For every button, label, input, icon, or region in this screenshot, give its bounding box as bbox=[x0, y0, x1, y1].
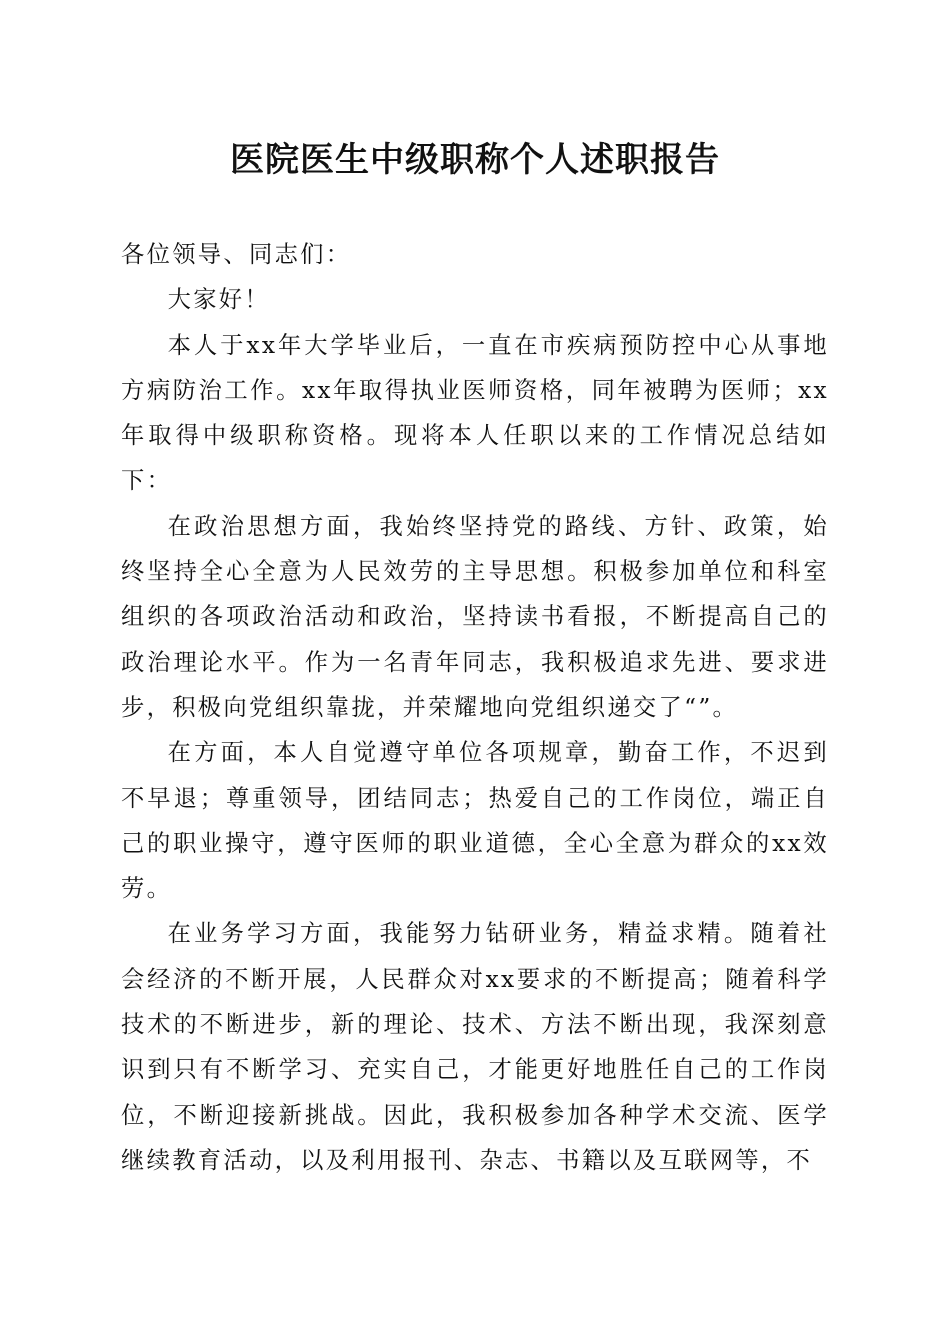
salutation: 各位领导、同志们： bbox=[121, 241, 352, 268]
document-title: 医院医生中级职称个人述职报告 bbox=[230, 140, 720, 180]
document-body bbox=[121, 232, 829, 1183]
paragraph-study: 在业务学习方面，我能努力钻研业务，精益求精。随着社会经济的不断开展，人民群众对xx要求的不断提高；随着科学技术的不断进步，新的理论、技术、方法不断出现，我深刻意识到只有不断学习、充实自己，才能更好地胜任自己的工作岗位，不断迎接新挑战。因此，我积极参加各种学术交流、医学继续教育活动，以及利用报刊、杂志、书籍以及互联网等，不 bbox=[121, 920, 829, 1174]
paragraph-political: 在政治思想方面，我始终坚持党的路线、方针、政策，始终坚持全心全意为人民效劳的主导思想。积极参加单位和科室组织的各项政治活动和政治，坚持读书看报，不断提高自己的政治理论水平。作为一名青年同志，我积极追求先进、要求进步，积极向党组织靠拢，并荣耀地向党组织递交了“”。 bbox=[121, 512, 829, 721]
greeting: 大家好！ bbox=[167, 286, 270, 314]
paragraph-intro: 本人于xx年大学毕业后，一直在市疾病预防控中心从事地方病防治工作。xx年取得执业医师资格，同年被聘为医师；xx年取得中级职称资格。现将本人任职以来的工作情况总结如下： bbox=[121, 331, 829, 495]
paragraph-conduct: 在方面，本人自觉遵守单位各项规章，勤奋工作，不迟到不早退；尊重领导，团结同志；热爱自己的工作岗位，端正自己的职业操守，遵守医师的职业道德，全心全意为群众的xx效劳。 bbox=[121, 739, 829, 903]
